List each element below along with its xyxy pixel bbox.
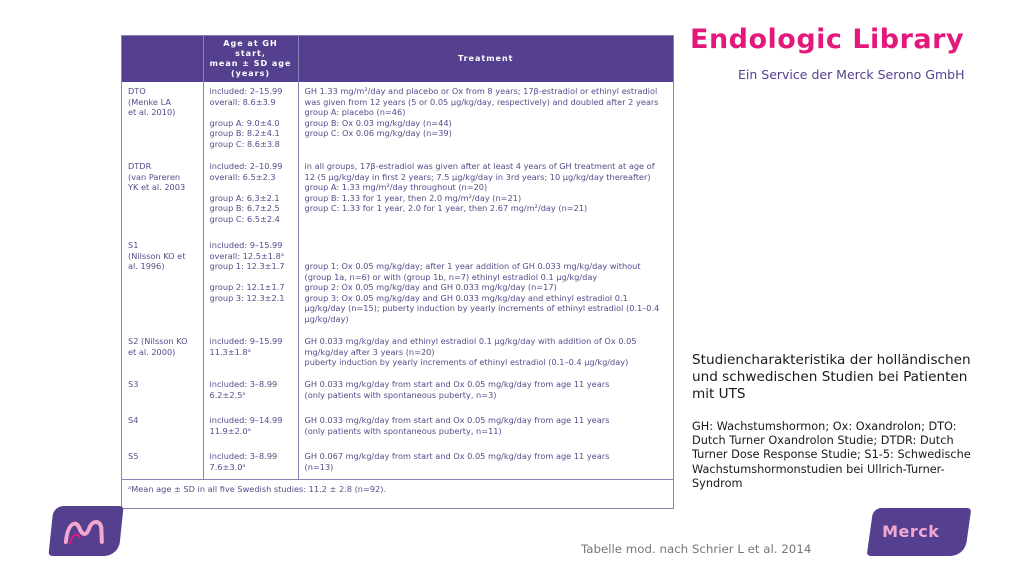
- header-treatment: Treatment: [298, 36, 673, 82]
- source-citation: Tabelle mod. nach Schrier L et al. 2014: [581, 542, 812, 556]
- table-header-row: [122, 36, 673, 82]
- age-cell: included: 9–14.99 11.9±2.0ᵃ: [203, 411, 298, 447]
- header-age: Age at GH start, mean ± SD age (years): [203, 36, 298, 82]
- study-cell: S2 (Nilsson KO et al. 2000): [122, 332, 203, 375]
- merck-wordmark-logo: [867, 508, 972, 556]
- table-footnote: ᵃMean age ± SD in all five Swedish studies: 11.2 ± 2.8 (n=92).: [122, 479, 673, 500]
- merck-logo-text: Merck: [882, 522, 940, 541]
- study-cell: S3: [122, 375, 203, 411]
- treatment-cell: GH 1.33 mg/m²/day and placebo or Ox from 8 years; 17β-estradiol or ethinyl estradiol was given from 12 years (5 or 0.05 µg/kg/day, respectively) and doubled after 2 years group A: placebo (n=46) group B: Ox 0.03 mg/kg/day (n=44) group C: Ox 0.06 mg/kg/day (n=39): [304, 86, 659, 138]
- age-cell: included: 2–10.99 overall: 6.5±2.3 group A: 6.3±2.1 group B: 6.7±2.5 group C: 6.5±2.4: [203, 157, 298, 236]
- footnote-row: [122, 479, 673, 500]
- age-cell: included: 3–8.99 7.6±3.0ᵃ: [203, 447, 298, 479]
- study-table-container: [121, 35, 674, 509]
- treatment-cell: GH 0.033 mg/kg/day from start and Ox 0.05 mg/kg/day from age 11 years (only patients with spontaneous puberty, n=11): [304, 415, 610, 436]
- table-row: [122, 157, 673, 236]
- treatment-cell: GH 0.033 mg/kg/day and ethinyl estradiol 0.1 µg/kg/day with addition of Ox 0.05 mg/kg/day after 3 years (n=20) puberty induction by yearly increments of ethinyl estradiol (0.1–0.4 µg/kg/day): [304, 336, 637, 367]
- abbreviations-note: GH: Wachstumshormon; Ox: Oxandrolon; DTO: Dutch Turner Oxandrolon Studie; DTDR: Dutch Turner Dose Response Studie; S1-5: Schwedische Wachstumshormonstudien bei Ullrich-Turner-Syndrom: [692, 420, 971, 490]
- age-cell: included: 9–15.99 overall: 12.5±1.8ᵃ group 1: 12.3±1.7 group 2: 12.1±1.7 group 3: 12.3±2.1: [203, 236, 298, 332]
- treatment-cell: group 1: Ox 0.05 mg/kg/day; after 1 year addition of GH 0.033 mg/kg/day without (group 1a, n=6) or with (group 1b, n=7) ethinyl estradiol 0.1 µg/kg/day group 2: Ox 0.05 mg/kg/day and GH 0.033 mg/kg/day (n=17) group 3: Ox 0.05 mg/kg/day and GH 0.033 mg/kg/day and ethinyl estradiol 0.1 µg/kg/day (n=15); puberty induction by yearly increments of ethinyl estradiol (0.1–0.4 µg/kg/day): [304, 261, 660, 324]
- table-row: [122, 82, 673, 157]
- study-cell: DTO (Menke LA et al. 2010): [122, 82, 203, 157]
- table-row: [122, 375, 673, 411]
- treatment-cell: GH 0.033 mg/kg/day from start and Ox 0.05 mg/kg/day from age 11 years (only patients with spontaneous puberty, n=3): [304, 379, 610, 400]
- m-logo-icon: [59, 514, 113, 548]
- age-cell: included: 2–15.99 overall: 8.6±3.9 group A: 9.0±4.0 group B: 8.2±4.1 group C: 8.6±3.8: [203, 82, 298, 157]
- study-cell: S5: [122, 447, 203, 479]
- slide-heading: Studiencharakteristika der holländischen und schwedischen Studien bei Patienten mit UTS: [692, 352, 971, 402]
- table-row: [122, 332, 673, 375]
- endologic-library-title: Endologic Library: [690, 24, 965, 55]
- age-cell: included: 3–8.99 6.2±2.5ᵃ: [203, 375, 298, 411]
- table-row: [122, 236, 673, 332]
- service-subtitle: Ein Service der Merck Serono GmbH: [738, 67, 965, 82]
- treatment-cell: in all groups, 17β-estradiol was given after at least 4 years of GH treatment at age of 12 (5 µg/kg/day in first 2 years; 7.5 µg/kg/day in 3rd years; 10 µg/kg/day thereafter) group A: 1.33 mg/m²/day throughout (n=20) group B: 1.33 for 1 year, then 2.0 mg/m²/day (n=21) group C: 1.33 for 1 year, 2.0 for 1 year, then 2.67 mg/m²/day (n=21): [304, 161, 655, 213]
- header-study: [122, 36, 203, 82]
- study-table: [122, 36, 673, 500]
- age-cell: included: 9–15.99 11.3±1.8ᵃ: [203, 332, 298, 375]
- study-cell: S4: [122, 411, 203, 447]
- study-cell: DTDR (van Pareren YK et al. 2003: [122, 157, 203, 236]
- treatment-cell: GH 0.067 mg/kg/day from start and Ox 0.05 mg/kg/day from age 11 years (n=13): [304, 451, 610, 472]
- merck-m-logo: [48, 506, 123, 556]
- table-row: [122, 411, 673, 447]
- study-cell: S1 (Nilsson KO et al. 1996): [122, 236, 203, 332]
- table-row: [122, 447, 673, 479]
